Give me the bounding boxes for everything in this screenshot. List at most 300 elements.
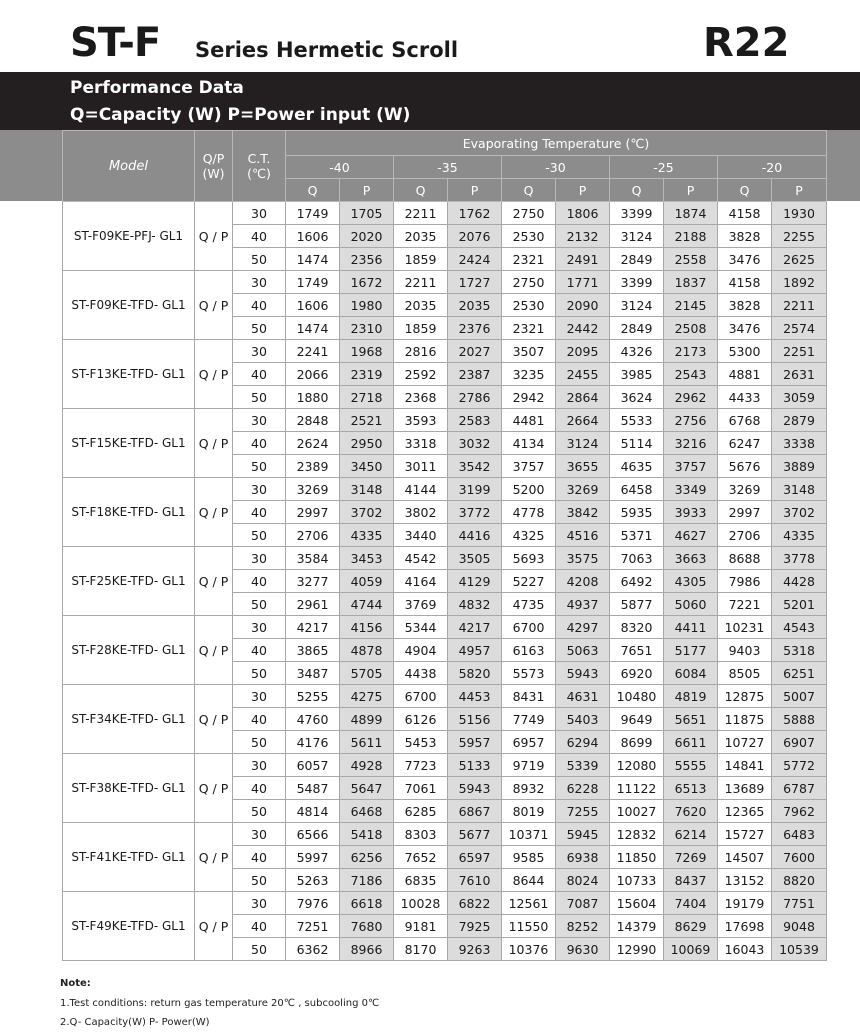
power-cell: 1806 [556,202,610,225]
capacity-cell: 3593 [394,409,448,432]
notes-section [60,978,379,1036]
capacity-cell: 6566 [286,823,340,846]
power-cell: 5820 [448,662,502,685]
capacity-cell: 5573 [502,662,556,685]
power-cell: 6907 [772,731,827,754]
power-cell: 4335 [340,524,394,547]
capacity-cell: 11550 [502,915,556,938]
power-cell: 2879 [772,409,827,432]
evap-temp-col-header: -35 [394,156,502,179]
capacity-cell: 3584 [286,547,340,570]
capacity-cell: 2321 [502,248,556,271]
power-cell: 9630 [556,938,610,961]
power-cell: 2145 [664,294,718,317]
p-subheader: P [664,179,718,202]
capacity-cell: 2848 [286,409,340,432]
capacity-cell: 2997 [718,501,772,524]
power-cell: 1968 [340,340,394,363]
capacity-cell: 12832 [610,823,664,846]
power-cell: 7680 [340,915,394,938]
power-cell: 5133 [448,754,502,777]
capacity-cell: 4326 [610,340,664,363]
capacity-cell: 6057 [286,754,340,777]
ct-column-header [233,131,286,202]
capacity-cell: 3769 [394,593,448,616]
power-cell: 5647 [340,777,394,800]
power-cell: 2442 [556,317,610,340]
qp-header-line1: Q/P [202,151,225,166]
table-row [63,271,827,294]
ct-cell: 30 [233,547,286,570]
capacity-cell: 5255 [286,685,340,708]
capacity-cell: 3985 [610,363,664,386]
ct-cell: 40 [233,846,286,869]
evap-temp-col-header: -25 [610,156,718,179]
power-cell: 6513 [664,777,718,800]
capacity-cell: 5693 [502,547,556,570]
capacity-cell: 8303 [394,823,448,846]
capacity-cell: 4325 [502,524,556,547]
capacity-cell: 2321 [502,317,556,340]
power-cell: 7404 [664,892,718,915]
power-cell: 4416 [448,524,502,547]
model-cell: ST-F09KE-TFD- GL1 [63,271,195,340]
power-cell: 4543 [772,616,827,639]
power-cell: 3124 [556,432,610,455]
capacity-cell: 5533 [610,409,664,432]
power-cell: 5177 [664,639,718,662]
power-cell: 10069 [664,938,718,961]
capacity-cell: 3757 [502,455,556,478]
power-cell: 6597 [448,846,502,869]
power-cell: 5318 [772,639,827,662]
power-cell: 7751 [772,892,827,915]
capacity-cell: 9181 [394,915,448,938]
capacity-cell: 4542 [394,547,448,570]
capacity-cell: 4635 [610,455,664,478]
capacity-cell: 3235 [502,363,556,386]
capacity-cell: 15604 [610,892,664,915]
notes-title: Note: [60,978,91,989]
capacity-cell: 13689 [718,777,772,800]
power-cell: 4957 [448,639,502,662]
capacity-cell: 2849 [610,317,664,340]
table-row [63,202,827,225]
power-cell: 2376 [448,317,502,340]
ct-cell: 50 [233,662,286,685]
capacity-cell: 3124 [610,225,664,248]
power-cell: 5943 [556,662,610,685]
ct-cell: 50 [233,524,286,547]
capacity-cell: 3399 [610,202,664,225]
power-cell: 7186 [340,869,394,892]
qp-cell: Q / P [195,892,233,961]
capacity-cell: 3865 [286,639,340,662]
power-cell: 1705 [340,202,394,225]
title-row [0,0,860,72]
power-cell: 4275 [340,685,394,708]
power-cell: 3575 [556,547,610,570]
table-row [63,547,827,570]
power-cell: 3199 [448,478,502,501]
capacity-cell: 11122 [610,777,664,800]
ct-cell: 30 [233,823,286,846]
power-cell: 3216 [664,432,718,455]
capacity-cell: 12990 [610,938,664,961]
capacity-cell: 4176 [286,731,340,754]
power-cell: 5339 [556,754,610,777]
power-cell: 3269 [556,478,610,501]
power-cell: 3542 [448,455,502,478]
power-cell: 2625 [772,248,827,271]
brand-title: ST-F [70,20,161,66]
power-cell: 7610 [448,869,502,892]
qp-cell: Q / P [195,616,233,685]
capacity-cell: 13152 [718,869,772,892]
power-cell: 2543 [664,363,718,386]
power-cell: 1980 [340,294,394,317]
capacity-cell: 2816 [394,340,448,363]
capacity-cell: 2530 [502,294,556,317]
power-cell: 1771 [556,271,610,294]
capacity-cell: 4760 [286,708,340,731]
capacity-cell: 12080 [610,754,664,777]
power-cell: 1874 [664,202,718,225]
ct-cell: 40 [233,294,286,317]
power-cell: 2251 [772,340,827,363]
capacity-cell: 1474 [286,317,340,340]
capacity-cell: 2368 [394,386,448,409]
capacity-cell: 10371 [502,823,556,846]
ct-cell: 40 [233,432,286,455]
capacity-cell: 2750 [502,202,556,225]
power-cell: 7962 [772,800,827,823]
table-row [63,685,827,708]
ct-cell: 50 [233,731,286,754]
power-cell: 1837 [664,271,718,294]
capacity-cell: 4134 [502,432,556,455]
power-cell: 5060 [664,593,718,616]
q-subheader: Q [718,179,772,202]
capacity-cell: 16043 [718,938,772,961]
capacity-cell: 9649 [610,708,664,731]
power-cell: 3505 [448,547,502,570]
power-cell: 1727 [448,271,502,294]
power-cell: 7255 [556,800,610,823]
capacity-cell: 2997 [286,501,340,524]
ct-cell: 50 [233,869,286,892]
capacity-cell: 12561 [502,892,556,915]
model-cell: ST-F25KE-TFD- GL1 [63,547,195,616]
capacity-cell: 2706 [286,524,340,547]
power-cell: 2188 [664,225,718,248]
ct-cell: 40 [233,708,286,731]
power-cell: 3842 [556,501,610,524]
power-cell: 2521 [340,409,394,432]
power-cell: 6251 [772,662,827,685]
power-cell: 2558 [664,248,718,271]
table-row [63,616,827,639]
capacity-cell: 3269 [286,478,340,501]
capacity-cell: 6247 [718,432,772,455]
capacity-cell: 3269 [718,478,772,501]
capacity-cell: 2961 [286,593,340,616]
capacity-cell: 19179 [718,892,772,915]
power-cell: 2310 [340,317,394,340]
capacity-cell: 6492 [610,570,664,593]
capacity-cell: 6957 [502,731,556,754]
capacity-cell: 9403 [718,639,772,662]
note-item: 2.Q- Capacity(W) P- Power(W) [60,1017,210,1028]
power-cell: 4631 [556,685,610,708]
power-cell: 7269 [664,846,718,869]
power-cell: 7087 [556,892,610,915]
power-cell: 2864 [556,386,610,409]
capacity-cell: 2241 [286,340,340,363]
capacity-cell: 5227 [502,570,556,593]
capacity-cell: 3624 [610,386,664,409]
capacity-cell: 3476 [718,248,772,271]
capacity-cell: 7652 [394,846,448,869]
power-cell: 4129 [448,570,502,593]
capacity-cell: 7749 [502,708,556,731]
qp-cell: Q / P [195,271,233,340]
power-cell: 2090 [556,294,610,317]
capacity-cell: 8505 [718,662,772,685]
capacity-cell: 6163 [502,639,556,662]
power-cell: 6084 [664,662,718,685]
capacity-cell: 10376 [502,938,556,961]
capacity-cell: 5200 [502,478,556,501]
power-cell: 4335 [772,524,827,547]
capacity-cell: 3507 [502,340,556,363]
power-cell: 2574 [772,317,827,340]
capacity-cell: 5300 [718,340,772,363]
capacity-cell: 8019 [502,800,556,823]
capacity-cell: 10727 [718,731,772,754]
banner-title: Performance Data [70,78,244,98]
capacity-cell: 3476 [718,317,772,340]
power-cell: 4819 [664,685,718,708]
evap-temp-header: Evaporating Temperature (℃) [286,131,827,156]
power-cell: 3702 [772,501,827,524]
power-cell: 6256 [340,846,394,869]
capacity-cell: 7063 [610,547,664,570]
ct-cell: 40 [233,777,286,800]
power-cell: 4878 [340,639,394,662]
qp-cell: Q / P [195,340,233,409]
capacity-cell: 14379 [610,915,664,938]
capacity-cell: 14841 [718,754,772,777]
power-cell: 2035 [448,294,502,317]
table-row [63,823,827,846]
q-subheader: Q [286,179,340,202]
power-cell: 9048 [772,915,827,938]
ct-cell: 50 [233,386,286,409]
ct-header-line1: C.T. [247,151,271,166]
capacity-cell: 4158 [718,271,772,294]
capacity-cell: 1606 [286,294,340,317]
capacity-cell: 1749 [286,271,340,294]
capacity-cell: 2389 [286,455,340,478]
power-cell: 4937 [556,593,610,616]
capacity-cell: 4158 [718,202,772,225]
power-cell: 4832 [448,593,502,616]
power-cell: 8252 [556,915,610,938]
power-cell: 5677 [448,823,502,846]
ct-cell: 40 [233,363,286,386]
qp-cell: Q / P [195,754,233,823]
power-cell: 6611 [664,731,718,754]
power-cell: 4059 [340,570,394,593]
capacity-cell: 5344 [394,616,448,639]
power-cell: 2491 [556,248,610,271]
ct-cell: 40 [233,915,286,938]
capacity-cell: 7251 [286,915,340,938]
capacity-cell: 5487 [286,777,340,800]
ct-cell: 40 [233,570,286,593]
capacity-cell: 8431 [502,685,556,708]
qp-header-line2: (W) [202,166,225,181]
power-cell: 4297 [556,616,610,639]
capacity-cell: 15727 [718,823,772,846]
capacity-cell: 5371 [610,524,664,547]
capacity-cell: 7221 [718,593,772,616]
capacity-cell: 2849 [610,248,664,271]
power-cell: 6214 [664,823,718,846]
ct-cell: 50 [233,800,286,823]
model-cell: ST-F28KE-TFD- GL1 [63,616,195,685]
capacity-cell: 3828 [718,294,772,317]
capacity-cell: 4814 [286,800,340,823]
capacity-cell: 4735 [502,593,556,616]
evap-temp-col-header: -30 [502,156,610,179]
ct-cell: 30 [233,892,286,915]
power-cell: 5651 [664,708,718,731]
power-cell: 4928 [340,754,394,777]
power-cell: 2356 [340,248,394,271]
capacity-cell: 9719 [502,754,556,777]
capacity-cell: 2530 [502,225,556,248]
power-cell: 4627 [664,524,718,547]
capacity-cell: 6458 [610,478,664,501]
power-cell: 6867 [448,800,502,823]
power-cell: 4217 [448,616,502,639]
power-cell: 2508 [664,317,718,340]
p-subheader: P [772,179,827,202]
capacity-cell: 3277 [286,570,340,593]
power-cell: 5555 [664,754,718,777]
capacity-cell: 4217 [286,616,340,639]
evap-temp-col-header: -20 [718,156,827,179]
model-cell: ST-F13KE-TFD- GL1 [63,340,195,409]
q-subheader: Q [610,179,664,202]
capacity-cell: 3011 [394,455,448,478]
power-cell: 2786 [448,386,502,409]
power-cell: 2664 [556,409,610,432]
power-cell: 8437 [664,869,718,892]
capacity-cell: 3399 [610,271,664,294]
capacity-cell: 4904 [394,639,448,662]
capacity-cell: 7976 [286,892,340,915]
power-cell: 2095 [556,340,610,363]
power-cell: 2255 [772,225,827,248]
ct-cell: 30 [233,271,286,294]
capacity-cell: 10231 [718,616,772,639]
capacity-cell: 8644 [502,869,556,892]
capacity-cell: 6126 [394,708,448,731]
power-cell: 6483 [772,823,827,846]
power-cell: 6294 [556,731,610,754]
ct-cell: 30 [233,409,286,432]
series-title: Series Hermetic Scroll [195,38,459,62]
note-item: 1.Test conditions: return gas temperature 20℃ , subcooling 0℃ [60,998,380,1009]
power-cell: 5772 [772,754,827,777]
power-cell: 2027 [448,340,502,363]
power-cell: 4411 [664,616,718,639]
power-cell: 2211 [772,294,827,317]
capacity-cell: 4144 [394,478,448,501]
power-cell: 8966 [340,938,394,961]
capacity-cell: 6700 [394,685,448,708]
ct-cell: 50 [233,317,286,340]
capacity-cell: 2211 [394,202,448,225]
ct-cell: 50 [233,593,286,616]
capacity-cell: 5997 [286,846,340,869]
capacity-cell: 5935 [610,501,664,524]
capacity-cell: 14507 [718,846,772,869]
power-cell: 2455 [556,363,610,386]
capacity-cell: 3124 [610,294,664,317]
power-cell: 2132 [556,225,610,248]
power-cell: 2020 [340,225,394,248]
power-cell: 3148 [340,478,394,501]
table-row [63,340,827,363]
power-cell: 5957 [448,731,502,754]
capacity-cell: 4433 [718,386,772,409]
capacity-cell: 5676 [718,455,772,478]
capacity-cell: 2592 [394,363,448,386]
ct-cell: 50 [233,248,286,271]
ct-cell: 30 [233,340,286,363]
model-cell: ST-F38KE-TFD- GL1 [63,754,195,823]
power-cell: 6228 [556,777,610,800]
capacity-cell: 1859 [394,248,448,271]
q-subheader: Q [394,179,448,202]
model-cell: ST-F15KE-TFD- GL1 [63,409,195,478]
power-cell: 3450 [340,455,394,478]
capacity-cell: 9585 [502,846,556,869]
model-cell: ST-F41KE-TFD- GL1 [63,823,195,892]
ct-cell: 30 [233,478,286,501]
power-cell: 6938 [556,846,610,869]
capacity-cell: 2035 [394,225,448,248]
power-cell: 3453 [340,547,394,570]
capacity-cell: 1859 [394,317,448,340]
capacity-cell: 5877 [610,593,664,616]
capacity-cell: 4778 [502,501,556,524]
power-cell: 5705 [340,662,394,685]
capacity-cell: 5263 [286,869,340,892]
capacity-cell: 2942 [502,386,556,409]
capacity-cell: 17698 [718,915,772,938]
power-cell: 2583 [448,409,502,432]
power-cell: 3032 [448,432,502,455]
power-cell: 5418 [340,823,394,846]
model-column-header: Model [63,131,195,202]
ct-cell: 50 [233,455,286,478]
power-cell: 10539 [772,938,827,961]
